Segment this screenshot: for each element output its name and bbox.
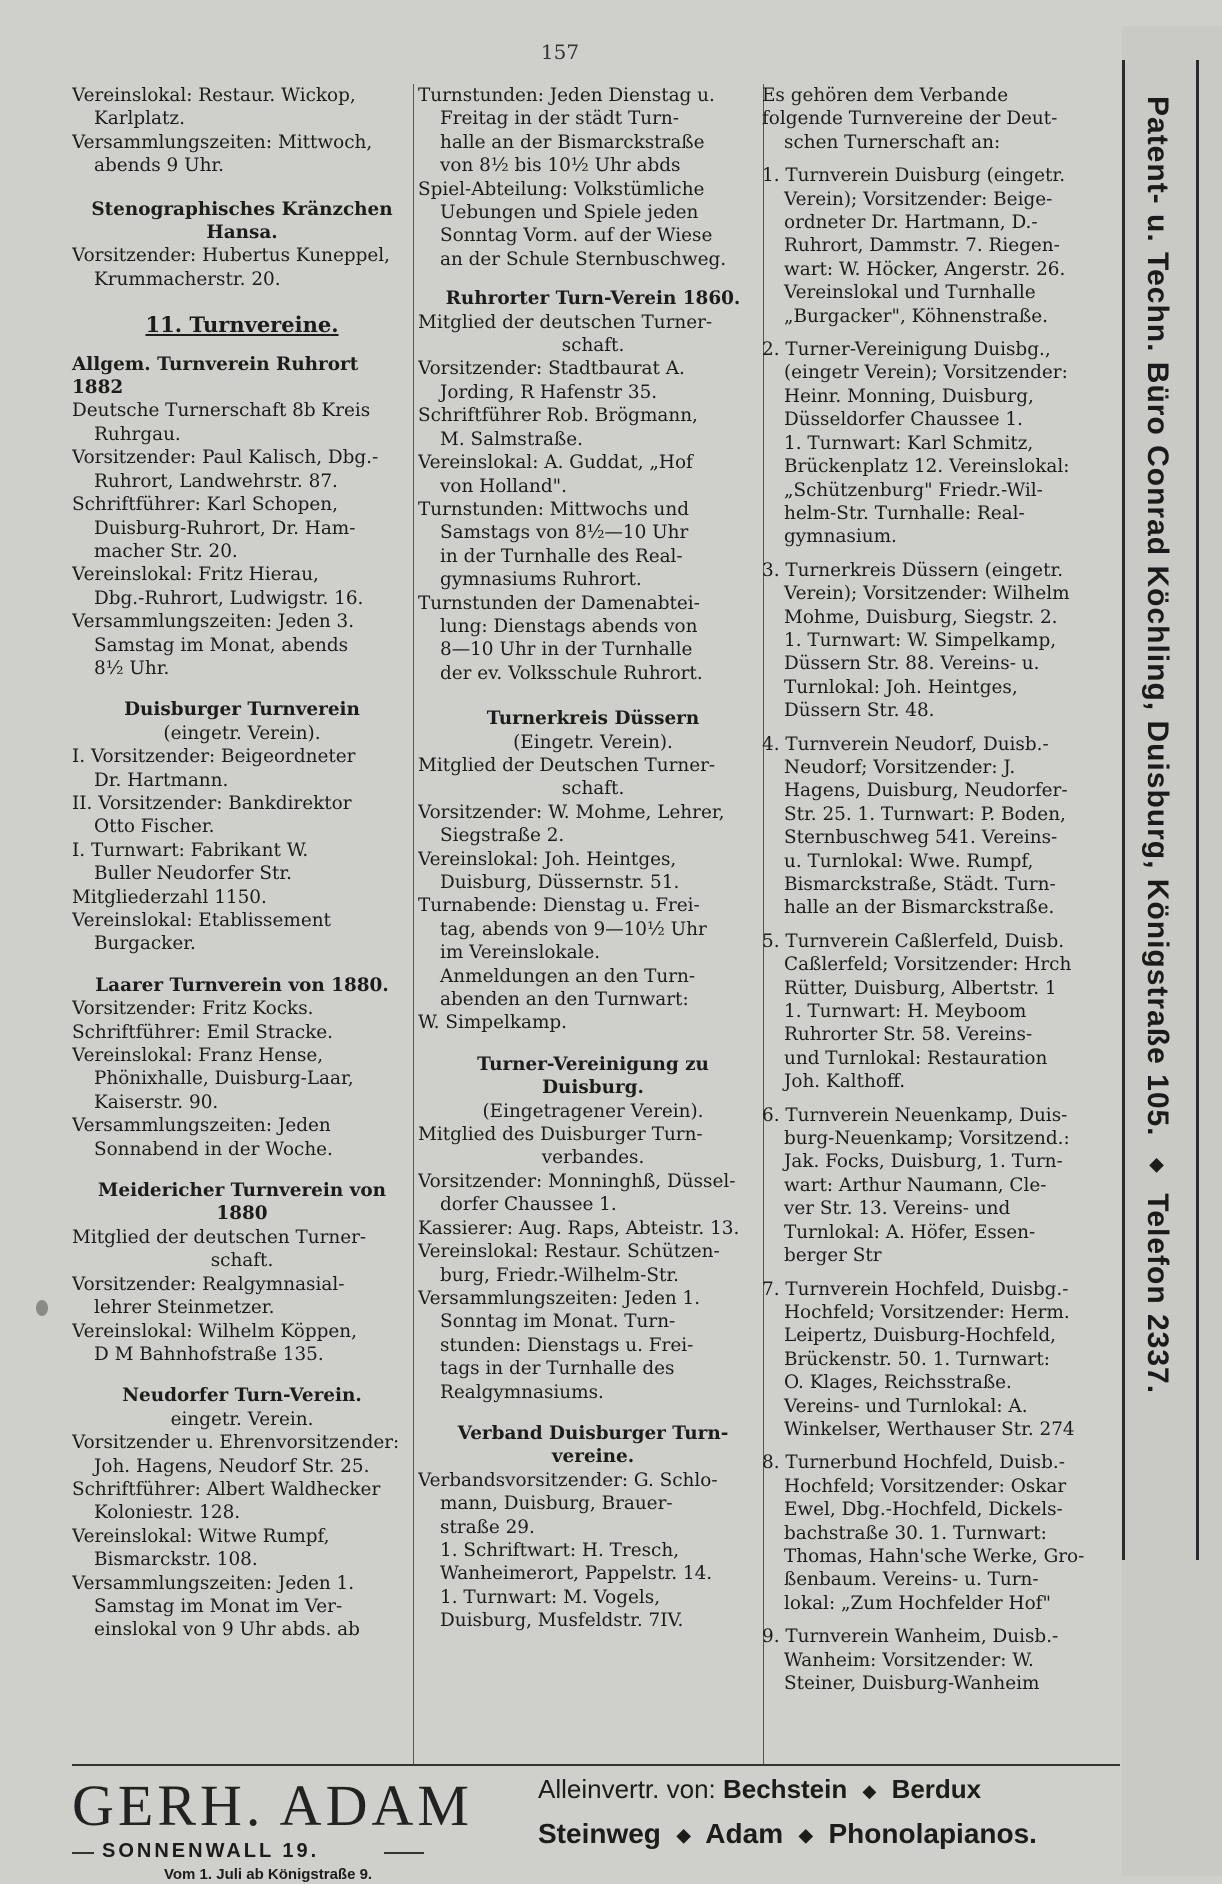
text-line: einslokal von 9 Uhr abds. ab xyxy=(94,1619,360,1641)
text-line: Dr. Hartmann. xyxy=(94,769,229,791)
brand-steinweg: Steinweg xyxy=(538,1818,661,1849)
text-line: von 8½ bis 10½ Uhr abds xyxy=(440,155,681,177)
list-item xyxy=(762,1625,1114,1695)
text-line: helm-Str. Turnhalle: Real- xyxy=(784,502,1025,524)
entry-title: Neudorfer Turn-Verein. xyxy=(122,1385,362,1407)
entry-block xyxy=(72,745,412,956)
text-line: Wanheimerort, Pappelstr. 14. xyxy=(440,1563,713,1585)
text-line: Duisburg-Ruhrort, Dr. Ham- xyxy=(94,517,356,539)
entry-subtitle: (Eingetragener Verein). xyxy=(482,1100,704,1122)
list-item xyxy=(762,733,1114,920)
text-line: halle an der Bismarckstraße xyxy=(440,131,705,153)
text-line: Turnstunden: Mittwochs und xyxy=(418,498,690,520)
text-line: (eingetr Verein); Vorsitzender: xyxy=(784,362,1068,384)
text-line: Leipertz, Duisburg-Hochfeld, xyxy=(784,1325,1056,1347)
text-line: 4. Turnverein Neudorf, Duisb.- xyxy=(762,733,1049,755)
diamond-icon: ◆ xyxy=(798,1825,813,1846)
text-line: Anmeldungen an den Turn- xyxy=(440,965,696,987)
entry-title: Laarer Turnverein von 1880. xyxy=(95,974,389,996)
list-item xyxy=(762,1104,1114,1268)
address: SONNENWALL 19. xyxy=(102,1840,320,1862)
page-stain xyxy=(36,1300,48,1316)
list-item xyxy=(762,164,1114,328)
text-line: Joh. Hagens, Neudorf Str. 25. xyxy=(94,1455,370,1477)
text-line: Vorsitzender: Hubertus Kuneppel, xyxy=(72,245,390,267)
text-line: u. Turnlokal: Wwe. Rumpf, xyxy=(784,850,1034,872)
entry-subtitle: (eingetr. Verein). xyxy=(163,722,321,744)
text-line: 8—10 Uhr in der Turnhalle xyxy=(440,639,693,661)
text-line: Samstags von 8½—10 Uhr xyxy=(440,522,689,544)
agency-prefix: Alleinvertr. von: xyxy=(538,1774,716,1804)
brand-berdux: Berdux xyxy=(891,1774,982,1804)
text-line: ßenbaum. Vereins- u. Turn- xyxy=(784,1569,1039,1591)
text-line: Turnstunden: Jeden Dienstag u. xyxy=(418,85,715,106)
text-line: Sonntag im Monat. Turn- xyxy=(440,1311,676,1333)
text-line: Deutsche Turnerschaft 8b Kreis xyxy=(72,400,371,422)
diamond-icon: ◆ xyxy=(1147,1153,1167,1176)
text-line: Verbandsvorsitzender: G. Schlo- xyxy=(418,1469,718,1491)
text-line: 1. Turnwart: W. Simpelkamp, xyxy=(784,629,1057,651)
text-line: I. Vorsitzender: Beigeordneter xyxy=(72,746,356,768)
text-line: Mitglied des Duisburger Turn- xyxy=(418,1124,703,1146)
text-line: ordneter Dr. Hartmann, D.- xyxy=(784,212,1038,234)
text-line: „Burgacker", Köhnenstraße. xyxy=(784,305,1049,327)
text-line: lokal: „Zum Hochfelder Hof" xyxy=(784,1592,1051,1614)
text-line: 9. Turnverein Wanheim, Duisb.- xyxy=(762,1626,1059,1648)
agency-box xyxy=(538,1766,1120,1870)
text-line: wart: Arthur Naumann, Cle- xyxy=(784,1174,1047,1196)
brand-bechstein: Bechstein xyxy=(722,1774,848,1804)
text-line: 1. Turnwart: Karl Schmitz, xyxy=(784,432,1034,454)
text-line: Vereinslokal: Witwe Rumpf, xyxy=(72,1525,330,1547)
text-line: Steiner, Duisburg-Wanheim xyxy=(784,1673,1040,1694)
text-line: Schriftführer Rob. Brögmann, xyxy=(418,405,698,427)
text-line: Turnabende: Dienstag u. Frei- xyxy=(418,895,700,917)
divider xyxy=(1122,60,1125,1560)
text-line: Ruhrgau. xyxy=(94,423,181,445)
divider xyxy=(72,1852,94,1854)
text-line: dorfer Chaussee 1. xyxy=(440,1194,617,1216)
text-line: verbandes. xyxy=(541,1147,645,1169)
text-line: Ruhrort, Landwehrstr. 87. xyxy=(94,470,338,492)
text-line: Vorsitzender u. Ehrenvorsitzender: xyxy=(72,1432,400,1454)
text-line: Versammlungszeiten: Jeden 1. xyxy=(72,1572,355,1594)
text-line: Duisburg, Düssernstr. 51. xyxy=(440,872,680,893)
text-line: Vereinslokal: Franz Hense, xyxy=(72,1045,324,1067)
text-line: Krummacherstr. 20. xyxy=(94,268,281,290)
text-line: Düssern Str. 88. Vereins- u. xyxy=(784,653,1040,675)
column-middle xyxy=(418,84,768,1639)
text-line: schaft. xyxy=(561,778,625,800)
entry-block xyxy=(72,1431,412,1642)
text-line: Schriftführer: Emil Stracke. xyxy=(72,1021,334,1043)
text-line: von Holland". xyxy=(440,475,567,497)
list-item xyxy=(762,1278,1114,1442)
side-banner-text: Patent- u. Techn. Büro Conrad Köchling, Duisburg, Königstraße 105. xyxy=(1141,96,1174,1137)
title-line: Stenographisches Kränzchen xyxy=(91,198,393,220)
title-line: Verband Duisburger Turn- xyxy=(457,1422,729,1444)
entry-block xyxy=(418,1469,768,1633)
text-line: Ruhrorter Str. 58. Vereins- xyxy=(784,1024,1033,1046)
entry-block xyxy=(762,84,1114,154)
entry-block xyxy=(72,399,412,680)
text-line: wart: W. Höcker, Angerstr. 26. xyxy=(784,258,1066,280)
text-line: Buller Neudorfer Str. xyxy=(94,863,293,885)
entry-block xyxy=(418,1123,768,1404)
text-line: Vereinslokal: Fritz Hierau, xyxy=(72,564,319,586)
text-line: Burgacker. xyxy=(94,933,196,955)
text-line: Turnlokal: A. Höfer, Essen- xyxy=(784,1221,1036,1243)
text-line: folgende Turnvereine der Deut- xyxy=(762,108,1058,130)
address-note: Vom 1. Juli ab Königstraße 9. xyxy=(164,1866,373,1883)
text-line: Mitglied der deutschen Turner- xyxy=(418,311,713,333)
divider xyxy=(1196,60,1199,1560)
text-line: abends 9 Uhr. xyxy=(94,155,225,177)
text-line: Bismarckstraße, Städt. Turn- xyxy=(784,874,1056,895)
text-line: straße 29. xyxy=(440,1516,535,1538)
entry-title xyxy=(418,1422,768,1469)
text-line: Sonntag Vorm. auf der Wiese xyxy=(440,225,713,247)
text-line: Hochfeld; Vorsitzender: Herm. xyxy=(784,1301,1070,1323)
text-line: 1. Turnwart: H. Meyboom xyxy=(784,1001,1027,1023)
text-line: Turnstunden der Damenabtei- xyxy=(418,592,700,614)
text-line: Vereinslokal: A. Guddat, „Hof xyxy=(418,452,693,474)
text-line: Mitglied der deutschen Turner- xyxy=(72,1226,367,1248)
text-line: Sonnabend in der Woche. xyxy=(94,1138,333,1160)
entry-subtitle: eingetr. Verein. xyxy=(170,1408,314,1430)
text-line: Es gehören dem Verbande xyxy=(762,85,1009,106)
text-line: Verein); Vorsitzender: Beige- xyxy=(784,188,1053,210)
text-line: Schriftführer: Karl Schopen, xyxy=(72,494,338,516)
text-line: Düssern Str. 48. xyxy=(784,700,935,722)
text-line: gymnasiums Ruhrort. xyxy=(440,569,642,591)
text-line: stunden: Dienstags u. Frei- xyxy=(440,1334,694,1356)
side-banner-phone: Telefon 2337. xyxy=(1141,1193,1174,1395)
text-line: 8½ Uhr. xyxy=(94,657,170,679)
text-line: bachstraße 30. 1. Turnwart: xyxy=(784,1522,1047,1544)
text-line: Mitgliederzahl 1150. xyxy=(72,886,267,908)
text-line: Vereinslokal: Restaur. Wickop, xyxy=(72,85,356,106)
entry-block xyxy=(418,754,768,1035)
text-line: Heinr. Monning, Duisburg, xyxy=(784,385,1034,407)
page-number: 157 xyxy=(540,40,580,64)
column-left xyxy=(72,84,412,1648)
text-line: Rütter, Duisburg, Albertstr. 1 xyxy=(784,977,1057,999)
diamond-icon: ◆ xyxy=(676,1825,691,1846)
text-line: Vereinslokal: Etablissement xyxy=(72,910,331,931)
text-line: gymnasium. xyxy=(784,526,897,548)
text-line: lung: Dienstags abends von xyxy=(440,615,698,637)
text-line: Turnlokal: Joh. Heintges, xyxy=(784,676,1018,698)
text-line: 8. Turnerbund Hochfeld, Duisb.- xyxy=(762,1452,1065,1474)
entry-block xyxy=(72,84,412,178)
text-line: 1. Turnwart: M. Vogels, xyxy=(440,1586,661,1608)
entry-title: Meidericher Turnverein von 1880 xyxy=(98,1180,386,1225)
diamond-icon: ◆ xyxy=(862,1780,877,1801)
text-line: Vereins- und Turnlokal: A. xyxy=(784,1395,1028,1417)
text-line: Thomas, Hahn'sche Werke, Gro- xyxy=(784,1545,1085,1567)
text-line: Kassierer: Aug. Raps, Abteistr. 13. xyxy=(418,1217,740,1239)
text-line: 6. Turnverein Neuenkamp, Duis- xyxy=(762,1104,1068,1126)
text-line: Uebungen und Spiele jeden xyxy=(440,202,699,224)
text-line: Versammlungszeiten: Jeden 3. xyxy=(72,611,355,633)
text-line: 5. Turnverein Caßlerfeld, Duisb. xyxy=(762,930,1065,952)
list-item xyxy=(762,338,1114,549)
text-line: 2. Turner-Vereinigung Duisbg., xyxy=(762,339,1051,361)
text-line: Vorsitzender: Stadtbaurat A. xyxy=(418,358,685,380)
text-line: O. Klages, Reichsstraße. xyxy=(784,1372,1012,1394)
text-line: Koloniestr. 128. xyxy=(94,1502,241,1524)
text-line: Mohme, Duisburg, Siegstr. 2. xyxy=(784,606,1058,628)
text-line: schaft. xyxy=(210,1250,274,1272)
text-line: Siegstraße 2. xyxy=(440,825,565,847)
entry-block xyxy=(418,311,768,686)
column-divider xyxy=(413,84,414,1764)
text-line: Verein); Vorsitzender: Wilhelm xyxy=(784,583,1070,605)
text-line: 1. Turnverein Duisburg (eingetr. xyxy=(762,165,1066,187)
text-line: „Schützenburg" Friedr.-Wil- xyxy=(784,479,1043,501)
text-line: W. Simpelkamp. xyxy=(418,1012,568,1034)
text-line: 7. Turnverein Hochfeld, Duisbg.- xyxy=(762,1278,1069,1300)
text-line: Caßlerfeld; Vorsitzender: Hrch xyxy=(784,954,1072,976)
title-line: Duisburg. xyxy=(542,1077,644,1099)
numbered-list xyxy=(762,164,1114,1695)
column-right xyxy=(762,84,1114,1695)
title-line: Hansa. xyxy=(206,222,278,244)
text-line: Ruhrort, Dammstr. 7. Riegen- xyxy=(784,235,1060,257)
text-line: Hochfeld; Vorsitzender: Oskar xyxy=(784,1475,1067,1497)
text-line: M. Salmstraße. xyxy=(440,428,584,450)
entry-subtitle: (Eingetr. Verein). xyxy=(513,731,673,753)
text-line: Realgymnasiums. xyxy=(440,1381,604,1403)
text-line: Jak. Focks, Duisburg, 1. Turn- xyxy=(784,1151,1063,1173)
list-item xyxy=(762,1451,1114,1615)
text-line: Düsseldorfer Chaussee 1. xyxy=(784,409,1023,431)
list-item xyxy=(762,559,1114,723)
entry-title xyxy=(72,198,412,245)
text-line: tags in der Turnhalle des xyxy=(440,1358,675,1380)
text-line: Duisburg, Musfeldstr. 7IV. xyxy=(440,1610,684,1632)
text-line: Samstag im Monat, abends xyxy=(94,634,349,656)
brand-adam: Adam xyxy=(705,1818,784,1849)
text-line: I. Turnwart: Fabrikant W. xyxy=(72,839,309,861)
text-line: burg-Neuenkamp; Vorsitzend.: xyxy=(784,1128,1070,1150)
text-line: Mitglied der Deutschen Turner- xyxy=(418,754,716,776)
entry-block xyxy=(72,244,412,291)
text-line: Kaiserstr. 90. xyxy=(94,1091,219,1113)
entry-block xyxy=(72,1226,412,1366)
text-line: Jording, R Hafenstr 35. xyxy=(440,381,658,403)
text-line: Brückenplatz 12. Vereinslokal: xyxy=(784,456,1070,478)
text-line: lehrer Steinmetzer. xyxy=(94,1297,275,1319)
text-line: Dbg.-Ruhrort, Ludwigstr. 16. xyxy=(94,587,364,609)
text-line: 3. Turnerkreis Düssern (eingetr. xyxy=(762,559,1064,581)
entry-title: Turnerkreis Düssern xyxy=(486,708,700,730)
text-line: Versammlungszeiten: Mittwoch, xyxy=(72,131,373,153)
text-line: Karlplatz. xyxy=(94,108,185,130)
text-line: Phönixhalle, Duisburg-Laar, xyxy=(94,1068,354,1090)
text-line: burg, Friedr.-Wilhelm-Str. xyxy=(440,1264,679,1286)
text-line: Versammlungszeiten: Jeden 1. xyxy=(418,1287,701,1309)
brand-phonolapianos: Phonolapianos. xyxy=(828,1818,1037,1849)
text-line: Freitag in der städt Turn- xyxy=(440,108,679,130)
text-line: Otto Fischer. xyxy=(94,816,215,838)
text-line: der ev. Volksschule Ruhrort. xyxy=(440,662,703,684)
brand-name: GERH. ADAM xyxy=(72,1773,473,1838)
text-line: Vorsitzender: Monninghß, Düssel- xyxy=(418,1170,736,1192)
text-line: Str. 25. 1. Turnwart: P. Boden, xyxy=(784,803,1066,825)
text-line: halle an der Bismarckstraße. xyxy=(784,897,1055,919)
entry-block xyxy=(418,84,768,271)
entry-title: Allgem. Turnverein Ruhrort 1882 xyxy=(72,353,359,399)
text-line: Brückenstr. 50. 1. Turnwart: xyxy=(784,1348,1050,1370)
agency-line xyxy=(538,1774,981,1805)
section-heading: 11. Turnvereine. xyxy=(145,312,339,338)
entry-title xyxy=(418,1053,768,1100)
text-line: Wanheim: Vorsitzender: W. xyxy=(784,1649,1034,1671)
text-line: schaft. xyxy=(561,335,625,357)
text-line: Neudorf; Vorsitzender: J. xyxy=(784,756,1016,778)
text-line: Vorsitzender: Realgymnasial- xyxy=(72,1273,345,1295)
text-line: im Vereinslokale. xyxy=(440,942,601,964)
text-line: macher Str. 20. xyxy=(94,540,238,562)
text-line: an der Schule Sternbuschweg. xyxy=(440,248,727,270)
divider xyxy=(384,1852,424,1854)
text-line: Versammlungszeiten: Jeden xyxy=(72,1115,331,1137)
text-line: Schriftführer: Albert Waldhecker xyxy=(72,1478,381,1500)
text-line: ver Str. 13. Vereins- und xyxy=(784,1198,1011,1220)
text-line: abenden an den Turnwart: xyxy=(440,989,689,1011)
text-line: Samstag im Monat im Ver- xyxy=(94,1595,343,1617)
text-line: Ewel, Dbg.-Hochfeld, Dickels- xyxy=(784,1499,1063,1521)
entry-title: Duisburger Turnverein xyxy=(124,699,360,721)
text-line: Vereinslokal und Turnhalle xyxy=(784,282,1036,304)
text-line: II. Vorsitzender: Bankdirektor xyxy=(72,792,352,814)
text-line: in der Turnhalle des Real- xyxy=(440,545,683,567)
text-line: schen Turnerschaft an: xyxy=(784,131,1001,153)
text-line: D M Bahnhofstraße 135. xyxy=(94,1343,324,1365)
text-line: Bismarckstr. 108. xyxy=(94,1549,258,1571)
text-line: mann, Duisburg, Brauer- xyxy=(440,1493,673,1515)
text-line: Vorsitzender: W. Mohme, Lehrer, xyxy=(418,801,725,823)
list-item xyxy=(762,930,1114,1094)
agency-line xyxy=(538,1818,1037,1850)
text-line: Vorsitzender: Fritz Kocks. xyxy=(72,998,314,1020)
text-line: Sternbuschweg 541. Vereins- xyxy=(784,827,1058,849)
text-line: tag, abends von 9—10½ Uhr xyxy=(440,918,707,940)
text-line: Vereinslokal: Restaur. Schützen- xyxy=(418,1241,720,1263)
text-line: Joh. Kalthoff. xyxy=(784,1071,906,1093)
text-line: und Turnlokal: Restauration xyxy=(784,1047,1048,1069)
text-line: Vereinslokal: Joh. Heintges, xyxy=(418,848,677,870)
entry-block xyxy=(72,997,412,1161)
text-line: Vereinslokal: Wilhelm Köppen, xyxy=(72,1320,357,1342)
text-line: Hagens, Duisburg, Neudorfer- xyxy=(784,780,1068,802)
title-line: Turner-Vereinigung zu xyxy=(477,1053,709,1075)
text-line: Winkelser, Werthauser Str. 274 xyxy=(784,1418,1075,1440)
entry-title: Ruhrorter Turn-Verein 1860. xyxy=(445,288,741,310)
title-line: vereine. xyxy=(551,1446,635,1468)
advertisement-footer xyxy=(72,1764,1120,1883)
text-line: 1. Schriftwart: H. Tresch, xyxy=(440,1539,680,1561)
text-line: berger Str xyxy=(784,1245,882,1267)
text-line: Vorsitzender: Paul Kalisch, Dbg.- xyxy=(72,447,379,469)
text-line: Spiel-Abteilung: Volkstümliche xyxy=(418,178,705,200)
side-banner xyxy=(1140,96,1174,1394)
